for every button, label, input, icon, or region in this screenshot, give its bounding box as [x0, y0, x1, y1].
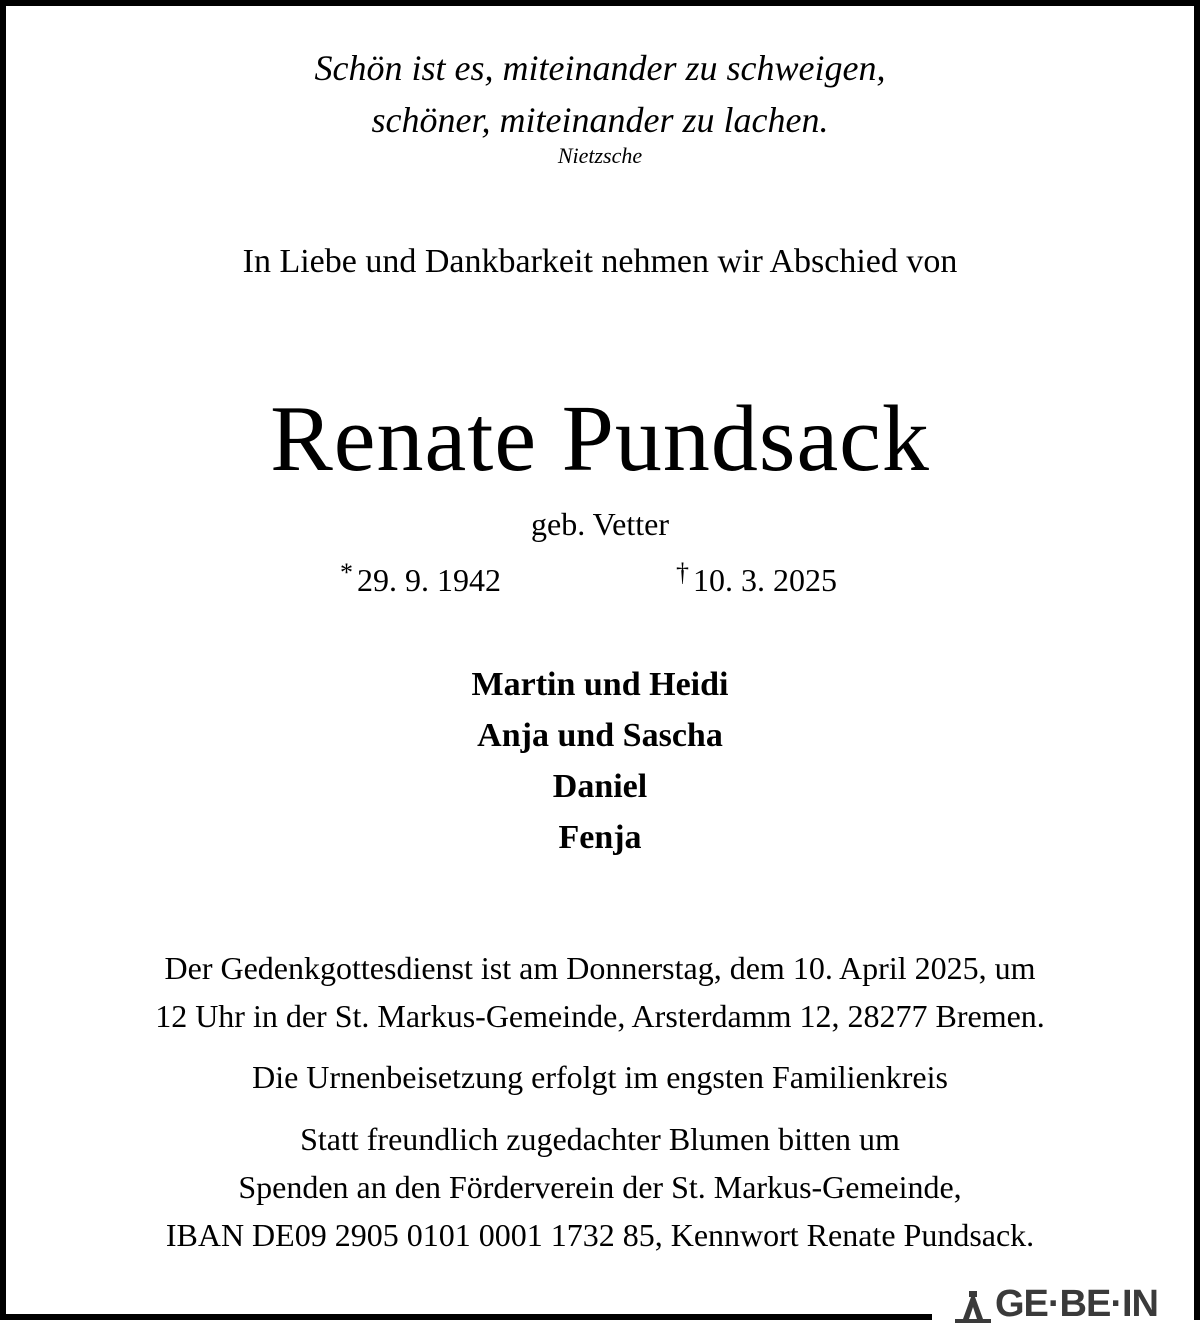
- gebein-logo: [936, 1284, 1158, 1325]
- frame-top-border: [0, 0, 1200, 6]
- quote-author: Nietzsche: [557, 143, 643, 168]
- service-line-1: Der Gedenkgottesdienst ist am Donnerstag, dem 10. April 2025, um: [164, 950, 1036, 986]
- donation-line-1: Statt freundlich zugedachter Blumen bitten um: [300, 1121, 900, 1157]
- birth-date: [340, 558, 501, 599]
- birth-symbol: *: [340, 558, 353, 587]
- death-symbol: †: [676, 558, 689, 587]
- gebein-logo-text: GE·BE·IN: [995, 1283, 1158, 1325]
- quote-line-1: Schön ist es, miteinander zu schweigen,: [314, 48, 886, 88]
- donation-line-2: Spenden an den Förderverein der St. Markus-Gemeinde,: [238, 1169, 962, 1205]
- maiden-name: geb. Vetter: [530, 506, 670, 542]
- mourner-name: Fenja: [558, 819, 642, 856]
- birth-date-value: 29. 9. 1942: [357, 562, 501, 598]
- service-info: [0, 944, 1200, 1040]
- burial-info: Die Urnenbeisetzung erfolgt im engsten Familienkreis: [252, 1059, 948, 1095]
- mourner-name: Daniel: [552, 768, 648, 805]
- intro-text: In Liebe und Dankbarkeit nehmen wir Abschied von: [242, 243, 958, 280]
- mourner-list: [0, 659, 1200, 863]
- quote-line-2: schöner, miteinander zu lachen.: [371, 100, 829, 140]
- mourner-name: Anja und Sascha: [477, 717, 723, 754]
- death-date-value: 10. 3. 2025: [693, 562, 837, 598]
- death-date: [676, 558, 837, 599]
- gebein-logo-icon: [955, 1287, 991, 1323]
- frame-bottom-border: [0, 1314, 932, 1320]
- mourner-name: Martin und Heidi: [471, 666, 729, 703]
- donation-line-3: IBAN DE09 2905 0101 0001 1732 85, Kennwort Renate Pundsack.: [165, 1217, 1035, 1253]
- service-line-2: 12 Uhr in der St. Markus-Gemeinde, Arsterdamm 12, 28277 Bremen.: [155, 998, 1045, 1034]
- deceased-name: Renate Pundsack: [270, 387, 930, 491]
- donation-info: [0, 1115, 1200, 1259]
